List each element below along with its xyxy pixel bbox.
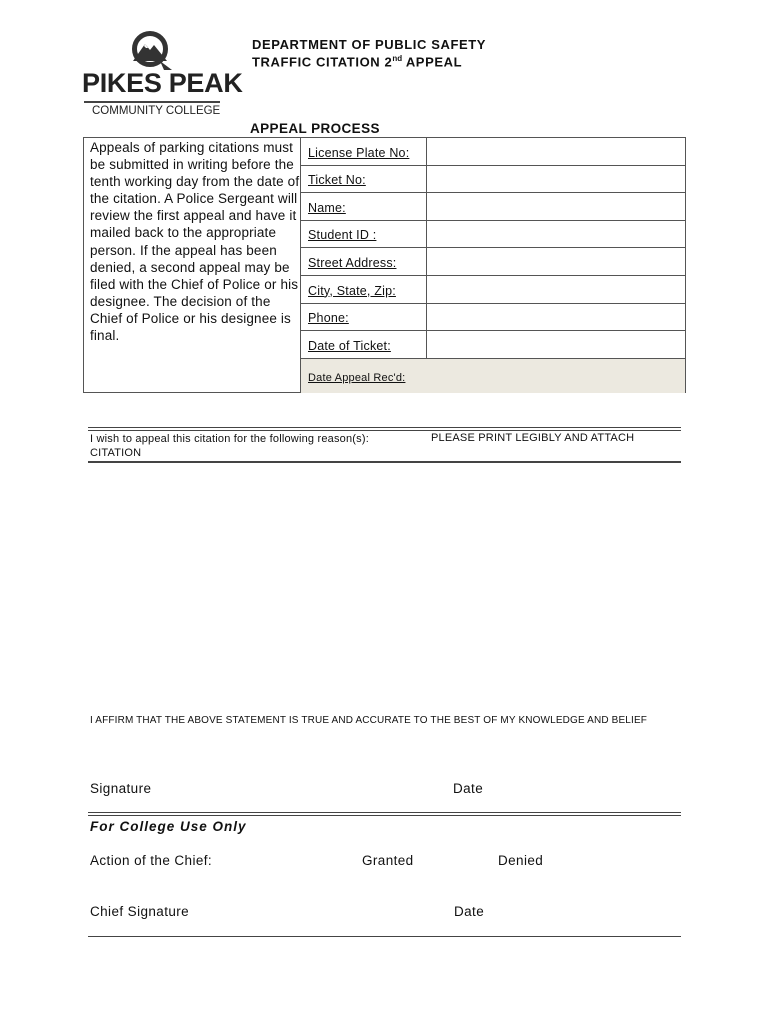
street-address-label: Street Address: [308,255,397,270]
reason-text-area[interactable] [88,464,680,709]
denied-option[interactable]: Denied [498,853,544,868]
name-field[interactable] [427,193,685,220]
chief-date-label: Date [454,904,485,919]
department-title: DEPARTMENT OF PUBLIC SAFETY [252,37,487,52]
college-use-title: For College Use Only [90,819,247,834]
date-of-ticket-label: Date of Ticket: [308,338,391,353]
college-logo [82,30,243,118]
reason-top-rule-double [88,430,681,431]
signature-date-label: Date [453,781,484,796]
chief-signature-field[interactable] [205,893,440,917]
name-label: Name: [308,200,346,215]
street-address-row [301,248,685,276]
date-appeal-received-row [301,359,685,393]
appeal-info-table [83,137,686,393]
reason-bottom-rule [88,461,681,463]
action-of-chief-label: Action of the Chief: [90,853,213,868]
chief-date-field[interactable] [495,893,680,917]
phone-row [301,304,685,332]
city-state-zip-label: City, State, Zip: [308,283,396,298]
form-title: TRAFFIC CITATION 2nd APPEAL [252,54,463,70]
appeal-process-title: APPEAL PROCESS [250,121,380,136]
signature-date-field[interactable] [495,770,680,794]
signature-field[interactable] [160,770,440,794]
phone-field[interactable] [427,304,685,331]
appeal-process-description: Appeals of parking citations must be submitted in writing before the tenth working day from the date of the citation. A Police Sergeant will review the first appeal and have it mailed back to the appropriate person. If the appeal has been denied, a second appeal may be filed with the Chief of Police or his designee. The decision of the Chief of Police or his designee is final. [90,140,300,344]
ticket-no-label: Ticket No: [308,173,366,188]
college-use-top-rule-double [88,815,681,816]
date-of-ticket-row [301,331,685,359]
chief-signature-label: Chief Signature [90,904,190,919]
reason-note: PLEASE PRINT LEGIBLY AND ATTACH [431,432,635,444]
license-plate-field[interactable] [427,138,685,165]
affirmation-statement: I AFFIRM THAT THE ABOVE STATEMENT IS TRUE AND ACCURATE TO THE BEST OF MY KNOWLEDGE AND BELIEF [90,715,648,726]
street-address-field[interactable] [427,248,685,275]
student-id-label: Student ID : [308,228,377,243]
signature-label: Signature [90,781,152,796]
logo-name: PIKES PEAK [82,68,243,98]
logo-divider [84,101,220,103]
reason-note-continued: CITATION [90,447,142,459]
date-appeal-received-label: Date Appeal Rec'd: [308,371,406,384]
student-id-row [301,221,685,249]
reason-prompt: I wish to appeal this citation for the following reason(s): CITATION [90,433,369,459]
college-use-top-rule [88,812,681,813]
logo-subtitle: COMMUNITY COLLEGE [92,105,221,117]
date-appeal-received-field[interactable] [427,359,685,393]
bottom-rule [88,936,681,937]
name-row [301,193,685,221]
student-id-field[interactable] [427,221,685,248]
city-state-zip-row [301,276,685,304]
license-plate-label: License Plate No: [308,145,410,160]
ticket-no-row [301,166,685,194]
date-of-ticket-field[interactable] [427,331,685,358]
phone-label: Phone: [308,311,349,326]
city-state-zip-field[interactable] [427,276,685,303]
reason-top-rule [88,427,681,428]
license-plate-row [301,138,685,166]
ticket-no-field[interactable] [427,166,685,193]
mountain-logo-icon [124,30,176,70]
granted-option[interactable]: Granted [362,853,414,868]
